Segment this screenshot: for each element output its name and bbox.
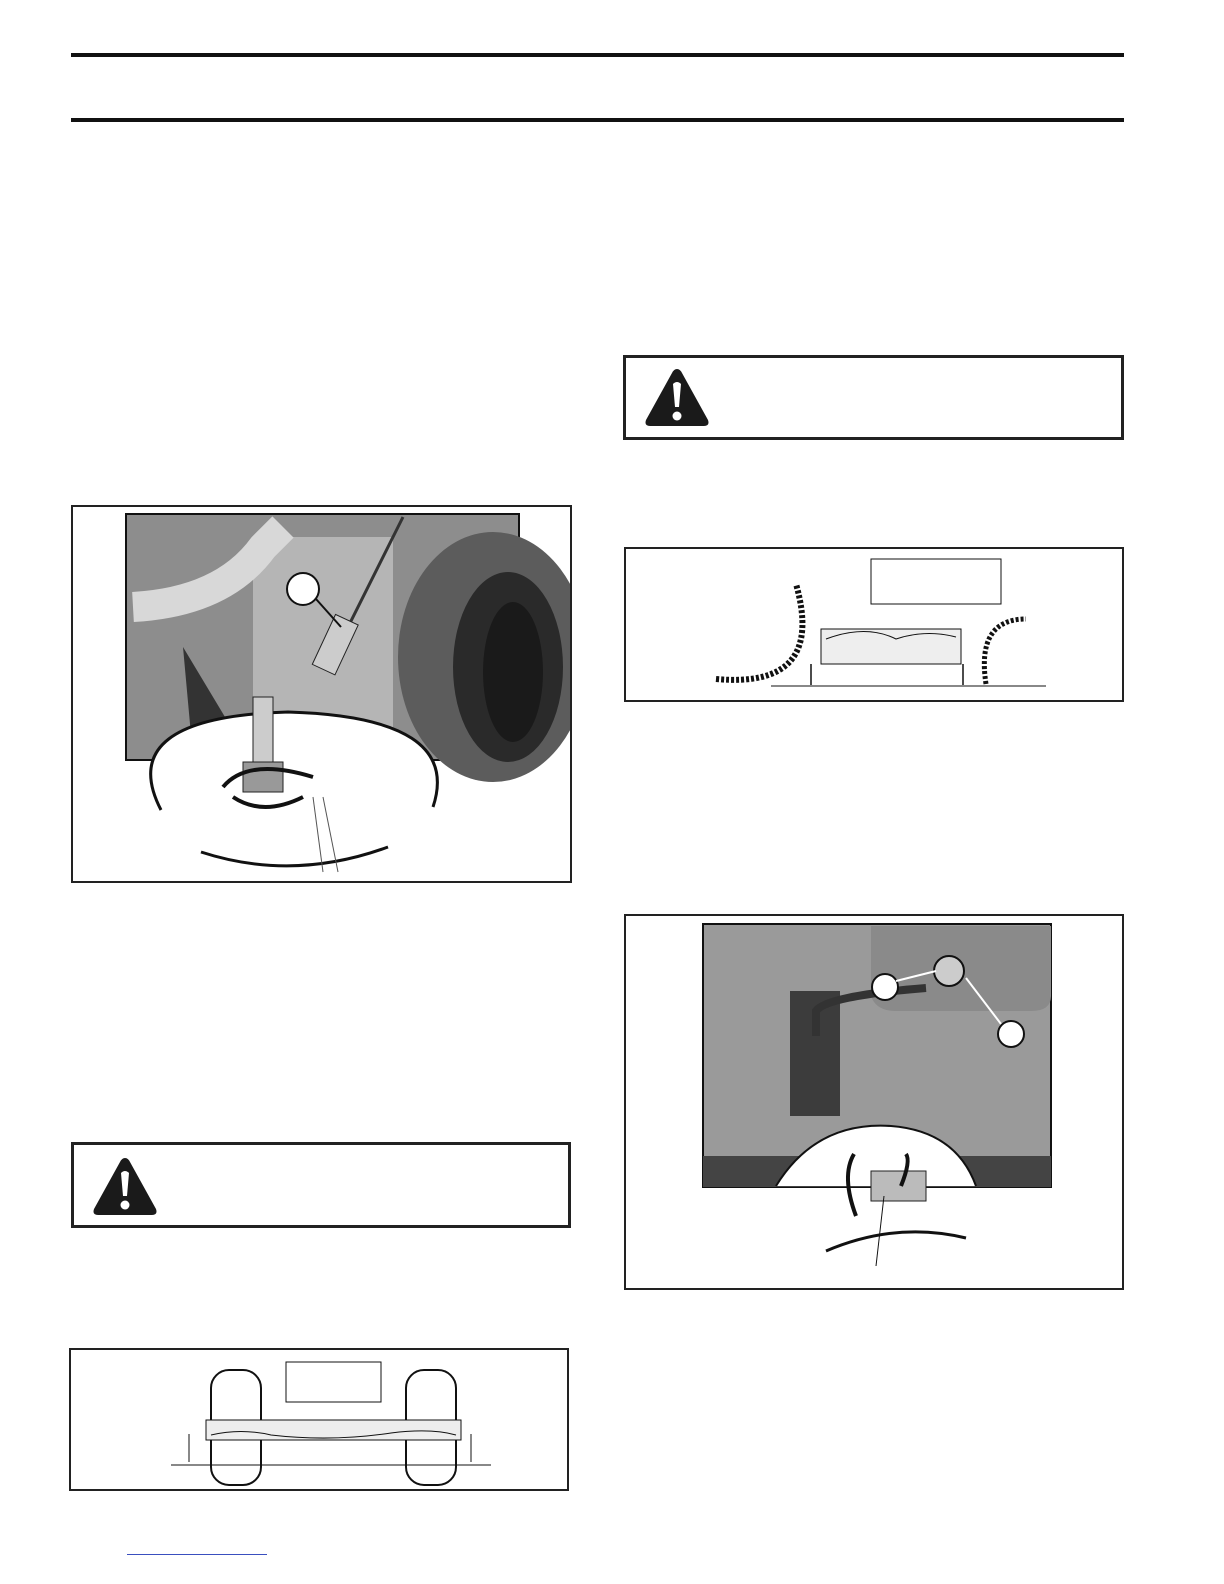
warning-triangle-icon (642, 366, 712, 430)
carburetor-adjustment-figure (71, 505, 572, 883)
footer-link-underline[interactable] (127, 1554, 267, 1555)
deck-front-view-figure (69, 1348, 569, 1491)
warning-box-left (71, 1142, 571, 1228)
deck-linkage-adjustment-figure (624, 914, 1124, 1290)
deck-height-side-view-figure (624, 547, 1124, 702)
warning-triangle-icon (90, 1155, 160, 1219)
warning-box-right (623, 355, 1124, 440)
callout-circle-icon (998, 1021, 1024, 1047)
header-rule-bottom (71, 118, 1124, 122)
header-rule-top (71, 53, 1124, 57)
callout-circle-icon (872, 974, 898, 1000)
callout-circle-icon (287, 573, 319, 605)
